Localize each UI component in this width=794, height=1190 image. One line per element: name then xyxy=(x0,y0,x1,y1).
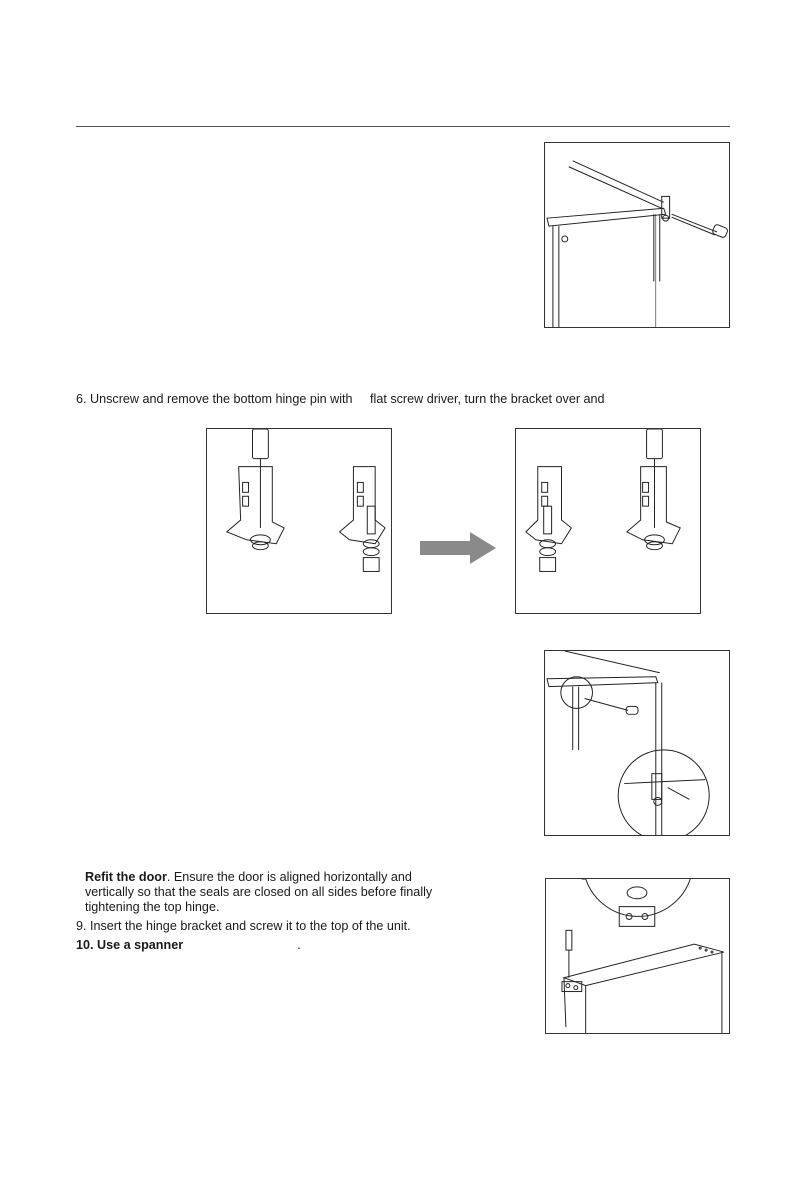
step-6-part-4: the bracket over and xyxy=(489,392,605,406)
header-rule xyxy=(76,126,730,127)
step-9-text: 9. Insert the hinge bracket and screw it to the top of the unit. xyxy=(76,919,411,933)
step-10-text xyxy=(76,937,301,953)
step-8-line-3: tightening the top hinge. xyxy=(85,900,220,914)
magnifier-circle-icon xyxy=(545,651,729,835)
screwdriver-icon xyxy=(546,879,729,1033)
step-10-lead: 10. Use a spanner xyxy=(76,938,184,952)
hinge-bracket-icon xyxy=(516,429,700,613)
step-8-line-1 xyxy=(85,869,412,885)
step-10-tail: . xyxy=(297,938,301,952)
step-6-part-3: flat screw driver, turn xyxy=(370,392,487,406)
step-8-bold: Refit the door xyxy=(85,870,167,884)
figure-top-hinge-removal xyxy=(544,142,730,328)
step-6-number: 6. xyxy=(76,392,87,406)
figure-bottom-hinge-before xyxy=(206,428,392,614)
hinge-bracket-icon xyxy=(207,429,391,613)
figure-top-hinge-refit xyxy=(545,878,730,1034)
screwdriver-icon xyxy=(545,143,729,327)
step-8-line-2: vertically so that the seals are closed on all sides before finally xyxy=(85,885,433,899)
step-8-rest: . Ensure the door is aligned horizontally and xyxy=(166,870,412,884)
step-6-part-2: pin with xyxy=(309,392,353,406)
step-6-part-1: Unscrew and remove the bottom hinge xyxy=(90,392,307,406)
step-6-text xyxy=(76,391,605,407)
right-arrow-icon xyxy=(420,530,498,566)
figure-door-hinge-detail xyxy=(544,650,730,836)
figure-bottom-hinge-after xyxy=(515,428,701,614)
